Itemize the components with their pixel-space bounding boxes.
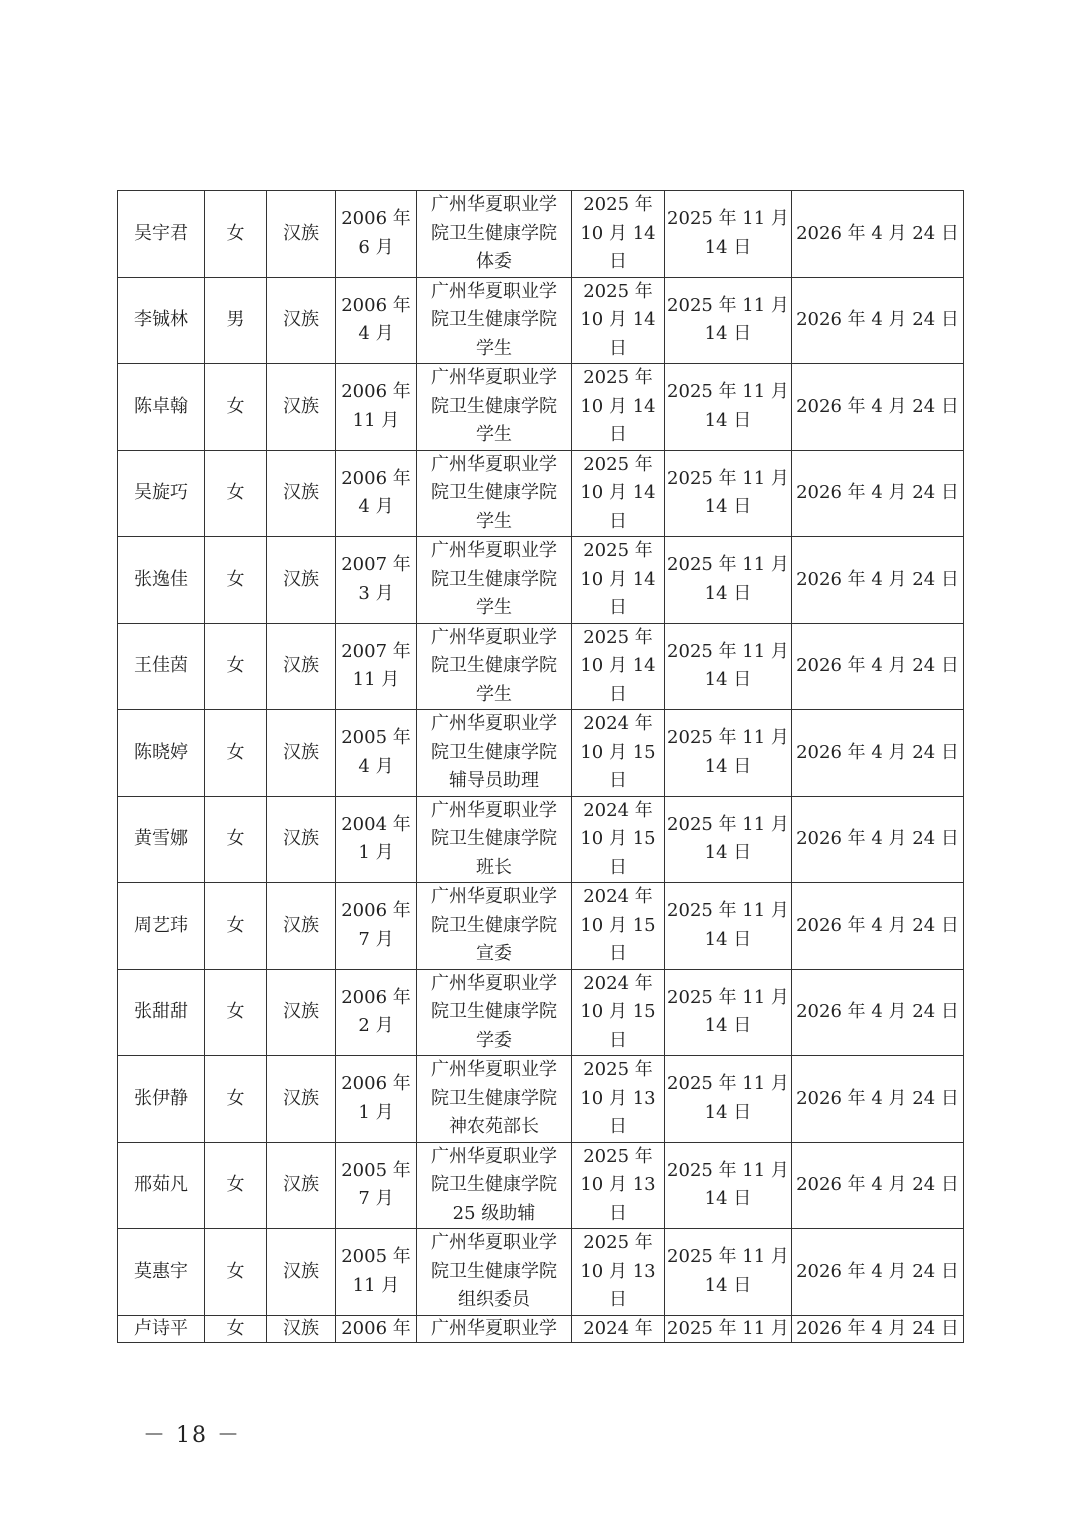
start-date-cell-line: 14 日 — [704, 1101, 752, 1123]
join-date-cell-line: 10 月 13 — [580, 1260, 656, 1282]
ethnicity-cell: 汉族 — [267, 1142, 336, 1229]
start-date-cell — [665, 277, 792, 364]
position-cell-line: 学生 — [476, 510, 512, 532]
join-date-cell — [572, 623, 665, 710]
position-cell — [417, 1142, 572, 1229]
start-date-cell-line: 14 日 — [704, 496, 752, 518]
position-cell — [417, 277, 572, 364]
position-cell-line: 院卫生健康学院 — [431, 482, 557, 503]
join-date-cell — [572, 796, 665, 883]
join-date-cell-line: 10 月 14 — [580, 309, 656, 330]
join-date-cell-line: 10 月 13 — [580, 1087, 656, 1109]
name-cell: 莫惠宇 — [118, 1229, 205, 1316]
ethnicity-cell: 汉族 — [267, 623, 336, 710]
start-date-cell — [665, 1142, 792, 1229]
position-cell-line: 组织委员 — [458, 1289, 530, 1310]
join-date-cell-line: 日 — [609, 1116, 627, 1137]
table-row — [118, 883, 964, 970]
birth-date-cell — [336, 1229, 417, 1316]
position-cell-line: 院卫生健康学院 — [431, 395, 557, 417]
join-date-cell — [572, 710, 665, 797]
name-cell: 张甜甜 — [118, 969, 205, 1056]
table-row — [118, 364, 964, 451]
join-date-cell — [572, 364, 665, 451]
name-cell: 吴旋巧 — [118, 450, 205, 537]
table-row — [118, 1229, 964, 1316]
position-cell-line: 辅导员助理 — [449, 770, 539, 791]
position-cell-line: 院卫生健康学院 — [431, 741, 557, 763]
position-cell — [417, 796, 572, 883]
birth-date-cell-line: 7 月 — [358, 928, 394, 950]
position-cell-line: 广州华夏职业学 — [431, 1059, 557, 1080]
birth-date-cell-line: 2007 年 — [341, 554, 411, 576]
table-row — [118, 191, 964, 278]
end-date-cell: 2026 年 4 月 24 日 — [792, 277, 964, 364]
birth-date-cell-line: 2005 年 — [341, 1246, 411, 1268]
start-date-cell — [665, 450, 792, 537]
name-cell: 李铖林 — [118, 277, 205, 364]
position-cell-line: 体委 — [476, 251, 512, 272]
position-cell-line: 广州华夏职业学 — [431, 626, 557, 648]
table-row — [118, 537, 964, 624]
join-date-cell-line: 2025 年 — [583, 1059, 653, 1080]
birth-date-cell-line: 4 月 — [358, 755, 394, 777]
position-cell-line: 广州华夏职业学 — [431, 1232, 557, 1253]
join-date-cell-line: 10 月 15 — [580, 828, 656, 849]
page-number: － 18 － — [143, 1423, 241, 1448]
start-date-cell — [665, 364, 792, 451]
join-date-cell-line: 10 月 14 — [580, 222, 656, 244]
join-date-cell — [572, 450, 665, 537]
birth-date-cell-line: 2006 年 — [341, 208, 411, 230]
position-cell-line: 院卫生健康学院 — [431, 914, 557, 936]
ethnicity-cell: 汉族 — [267, 1229, 336, 1316]
join-date-cell — [572, 969, 665, 1056]
gender-cell: 女 — [205, 191, 267, 278]
position-cell-line: 学生 — [476, 597, 512, 618]
position-cell-line: 广州华夏职业学 — [431, 280, 557, 302]
position-cell: 广州华夏职业学 — [417, 1315, 572, 1342]
ethnicity-cell: 汉族 — [267, 1315, 336, 1342]
gender-cell: 男 — [205, 277, 267, 364]
start-date-cell-line: 2025 年 11 月 — [667, 813, 789, 835]
join-date-cell-line: 日 — [609, 856, 627, 878]
start-date-cell-line: 14 日 — [704, 669, 752, 691]
start-date-cell-line: 2025 年 11 月 — [667, 986, 789, 1008]
join-date-cell-line: 10 月 14 — [580, 482, 656, 503]
ethnicity-cell: 汉族 — [267, 796, 336, 883]
position-cell — [417, 710, 572, 797]
end-date-cell: 2026 年 4 月 24 日 — [792, 796, 964, 883]
name-cell: 吴宇君 — [118, 191, 205, 278]
join-date-cell-line: 10 月 14 — [580, 568, 656, 590]
position-cell — [417, 537, 572, 624]
join-date-cell-line: 2024 年 — [583, 799, 653, 821]
name-cell: 张逸佳 — [118, 537, 205, 624]
end-date-cell: 2026 年 4 月 24 日 — [792, 1142, 964, 1229]
end-date-cell: 2026 年 4 月 24 日 — [792, 1056, 964, 1143]
join-date-cell-line: 2025 年 — [583, 367, 653, 388]
personnel-table — [117, 190, 964, 1343]
birth-date-cell — [336, 883, 417, 970]
position-cell — [417, 1056, 572, 1143]
end-date-cell: 2026 年 4 月 24 日 — [792, 623, 964, 710]
birth-date-cell — [336, 450, 417, 537]
gender-cell: 女 — [205, 969, 267, 1056]
end-date-cell: 2026 年 4 月 24 日 — [792, 537, 964, 624]
birth-date-cell-line: 2006 年 — [341, 986, 411, 1008]
birth-date-cell — [336, 191, 417, 278]
start-date-cell-line: 14 日 — [704, 755, 752, 777]
ethnicity-cell: 汉族 — [267, 1056, 336, 1143]
gender-cell: 女 — [205, 450, 267, 537]
end-date-cell: 2026 年 4 月 24 日 — [792, 710, 964, 797]
ethnicity-cell: 汉族 — [267, 364, 336, 451]
position-cell-line: 广州华夏职业学 — [431, 540, 557, 561]
gender-cell: 女 — [205, 537, 267, 624]
position-cell — [417, 1229, 572, 1316]
start-date-cell-line: 2025 年 11 月 — [667, 1246, 789, 1268]
end-date-cell: 2026 年 4 月 24 日 — [792, 1229, 964, 1316]
start-date-cell — [665, 883, 792, 970]
birth-date-cell-line: 11 月 — [352, 409, 400, 431]
name-cell: 周艺玮 — [118, 883, 205, 970]
birth-date-cell — [336, 1142, 417, 1229]
join-date-cell-line: 10 月 14 — [580, 655, 656, 676]
ethnicity-cell: 汉族 — [267, 450, 336, 537]
table-row — [118, 1315, 964, 1342]
birth-date-cell-line: 2006 年 — [341, 1073, 411, 1095]
ethnicity-cell: 汉族 — [267, 537, 336, 624]
start-date-cell-line: 14 日 — [704, 1188, 752, 1210]
gender-cell: 女 — [205, 796, 267, 883]
position-cell — [417, 364, 572, 451]
join-date-cell-line: 10 月 15 — [580, 914, 656, 936]
end-date-cell: 2026 年 4 月 24 日 — [792, 883, 964, 970]
birth-date-cell — [336, 277, 417, 364]
position-cell-line: 院卫生健康学院 — [431, 1260, 557, 1282]
position-cell-line: 广州华夏职业学 — [431, 194, 557, 215]
gender-cell: 女 — [205, 364, 267, 451]
birth-date-cell — [336, 364, 417, 451]
join-date-cell-line: 日 — [609, 943, 627, 964]
position-cell-line: 广州华夏职业学 — [431, 886, 557, 907]
birth-date-cell — [336, 710, 417, 797]
birth-date-cell: 2006 年 — [336, 1315, 417, 1342]
birth-date-cell-line: 4 月 — [358, 323, 394, 345]
position-cell-line: 院卫生健康学院 — [431, 828, 557, 849]
position-cell-line: 25 级助辅 — [452, 1202, 536, 1224]
position-cell-line: 院卫生健康学院 — [431, 1087, 557, 1109]
join-date-cell — [572, 883, 665, 970]
birth-date-cell-line: 11 月 — [352, 669, 400, 691]
start-date-cell — [665, 1229, 792, 1316]
birth-date-cell — [336, 1056, 417, 1143]
position-cell-line: 广州华夏职业学 — [431, 367, 557, 388]
start-date-cell-line: 14 日 — [704, 582, 752, 604]
start-date-cell-line: 14 日 — [704, 409, 752, 431]
birth-date-cell-line: 3 月 — [358, 582, 394, 604]
position-cell-line: 广州华夏职业学 — [431, 713, 557, 734]
birth-date-cell-line: 2006 年 — [341, 900, 411, 922]
start-date-cell-line: 2025 年 11 月 — [667, 1159, 789, 1181]
ethnicity-cell: 汉族 — [267, 277, 336, 364]
end-date-cell: 2026 年 4 月 24 日 — [792, 364, 964, 451]
table-row — [118, 623, 964, 710]
table-row — [118, 796, 964, 883]
birth-date-cell — [336, 969, 417, 1056]
table-row — [118, 277, 964, 364]
join-date-cell — [572, 191, 665, 278]
position-cell-line: 院卫生健康学院 — [431, 655, 557, 676]
ethnicity-cell: 汉族 — [267, 883, 336, 970]
join-date-cell-line: 日 — [609, 337, 627, 359]
name-cell: 张伊静 — [118, 1056, 205, 1143]
gender-cell: 女 — [205, 623, 267, 710]
start-date-cell — [665, 191, 792, 278]
start-date-cell — [665, 623, 792, 710]
start-date-cell — [665, 796, 792, 883]
position-cell — [417, 450, 572, 537]
join-date-cell-line: 2025 年 — [583, 453, 653, 475]
birth-date-cell-line: 2007 年 — [341, 640, 411, 662]
start-date-cell-line: 2025 年 11 月 — [667, 554, 789, 576]
end-date-cell: 2026 年 4 月 24 日 — [792, 450, 964, 537]
name-cell: 王佳茵 — [118, 623, 205, 710]
position-cell-line: 院卫生健康学院 — [431, 568, 557, 590]
position-cell-line: 广州华夏职业学 — [431, 972, 557, 994]
start-date-cell-line: 2025 年 11 月 — [667, 727, 789, 749]
birth-date-cell-line: 2006 年 — [341, 381, 411, 403]
birth-date-cell — [336, 623, 417, 710]
start-date-cell-line: 14 日 — [704, 236, 752, 258]
birth-date-cell — [336, 537, 417, 624]
table-row — [118, 1056, 964, 1143]
position-cell-line: 院卫生健康学院 — [431, 309, 557, 330]
position-cell-line: 神农苑部长 — [449, 1116, 539, 1137]
birth-date-cell-line: 2005 年 — [341, 727, 411, 749]
position-cell-line: 院卫生健康学院 — [431, 1174, 557, 1195]
birth-date-cell-line: 2006 年 — [341, 294, 411, 316]
table-row — [118, 710, 964, 797]
join-date-cell-line: 10 月 13 — [580, 1174, 656, 1195]
join-date-cell-line: 10 月 14 — [580, 395, 656, 417]
position-cell-line: 学生 — [476, 337, 512, 359]
start-date-cell-line: 2025 年 11 月 — [667, 640, 789, 662]
start-date-cell-line: 2025 年 11 月 — [667, 208, 789, 230]
start-date-cell — [665, 1056, 792, 1143]
name-cell: 陈卓翰 — [118, 364, 205, 451]
join-date-cell-line: 2025 年 — [583, 194, 653, 215]
birth-date-cell — [336, 796, 417, 883]
start-date-cell — [665, 537, 792, 624]
table-row — [118, 969, 964, 1056]
join-date-cell-line: 10 月 15 — [580, 1001, 656, 1022]
join-date-cell — [572, 537, 665, 624]
start-date-cell-line: 14 日 — [704, 1274, 752, 1296]
position-cell — [417, 623, 572, 710]
position-cell-line: 广州华夏职业学 — [431, 453, 557, 475]
join-date-cell-line: 2025 年 — [583, 1232, 653, 1253]
position-cell — [417, 191, 572, 278]
join-date-cell-line: 日 — [609, 770, 627, 791]
join-date-cell-line: 日 — [609, 1289, 627, 1310]
join-date-cell-line: 日 — [609, 424, 627, 445]
join-date-cell — [572, 1056, 665, 1143]
join-date-cell-line: 2024 年 — [583, 713, 653, 734]
birth-date-cell-line: 2006 年 — [341, 467, 411, 489]
join-date-cell-line: 2025 年 — [583, 540, 653, 561]
birth-date-cell-line: 11 月 — [352, 1274, 400, 1296]
ethnicity-cell: 汉族 — [267, 710, 336, 797]
ethnicity-cell: 汉族 — [267, 969, 336, 1056]
position-cell-line: 广州华夏职业学 — [431, 1145, 557, 1167]
start-date-cell-line: 14 日 — [704, 323, 752, 345]
gender-cell: 女 — [205, 1315, 267, 1342]
name-cell: 卢诗平 — [118, 1315, 205, 1342]
birth-date-cell-line: 4 月 — [358, 496, 394, 518]
join-date-cell-line: 日 — [609, 683, 627, 705]
birth-date-cell-line: 6 月 — [358, 236, 394, 258]
join-date-cell-line: 2025 年 — [583, 626, 653, 648]
join-date-cell-line: 2025 年 — [583, 280, 653, 302]
join-date-cell-line: 日 — [609, 1202, 627, 1224]
gender-cell: 女 — [205, 1056, 267, 1143]
gender-cell: 女 — [205, 710, 267, 797]
position-cell-line: 班长 — [476, 856, 512, 878]
join-date-cell-line: 日 — [609, 597, 627, 618]
start-date-cell: 2025 年 11 月 — [665, 1315, 792, 1342]
start-date-cell-line: 14 日 — [704, 928, 752, 950]
start-date-cell-line: 2025 年 11 月 — [667, 381, 789, 403]
start-date-cell-line: 14 日 — [704, 842, 752, 864]
position-cell-line: 院卫生健康学院 — [431, 1001, 557, 1022]
end-date-cell: 2026 年 4 月 24 日 — [792, 191, 964, 278]
start-date-cell-line: 2025 年 11 月 — [667, 900, 789, 922]
start-date-cell — [665, 710, 792, 797]
name-cell: 邢茹凡 — [118, 1142, 205, 1229]
start-date-cell-line: 2025 年 11 月 — [667, 1073, 789, 1095]
table-row — [118, 450, 964, 537]
join-date-cell-line: 10 月 15 — [580, 741, 656, 763]
birth-date-cell-line: 2005 年 — [341, 1159, 411, 1181]
position-cell — [417, 969, 572, 1056]
position-cell — [417, 883, 572, 970]
gender-cell: 女 — [205, 883, 267, 970]
start-date-cell-line: 2025 年 11 月 — [667, 294, 789, 316]
end-date-cell: 2026 年 4 月 24 日 — [792, 969, 964, 1056]
join-date-cell-line: 2024 年 — [583, 972, 653, 994]
position-cell-line: 宣委 — [476, 943, 512, 964]
name-cell: 黄雪娜 — [118, 796, 205, 883]
position-cell-line: 学生 — [476, 683, 512, 705]
position-cell-line: 广州华夏职业学 — [431, 799, 557, 821]
join-date-cell-line: 日 — [609, 510, 627, 532]
birth-date-cell-line: 1 月 — [358, 842, 394, 864]
birth-date-cell-line: 2 月 — [358, 1015, 394, 1037]
table-row — [118, 1142, 964, 1229]
gender-cell: 女 — [205, 1229, 267, 1316]
position-cell-line: 学委 — [476, 1029, 512, 1051]
join-date-cell: 2024 年 — [572, 1315, 665, 1342]
start-date-cell-line: 2025 年 11 月 — [667, 467, 789, 489]
start-date-cell-line: 14 日 — [704, 1015, 752, 1037]
join-date-cell-line: 2025 年 — [583, 1145, 653, 1167]
ethnicity-cell: 汉族 — [267, 191, 336, 278]
join-date-cell-line: 日 — [609, 251, 627, 272]
position-cell-line: 学生 — [476, 424, 512, 445]
join-date-cell-line: 2024 年 — [583, 886, 653, 907]
birth-date-cell-line: 2004 年 — [341, 813, 411, 835]
end-date-cell: 2026 年 4 月 24 日 — [792, 1315, 964, 1342]
join-date-cell — [572, 277, 665, 364]
join-date-cell-line: 日 — [609, 1029, 627, 1051]
start-date-cell — [665, 969, 792, 1056]
name-cell: 陈晓婷 — [118, 710, 205, 797]
join-date-cell — [572, 1229, 665, 1316]
table-body — [118, 191, 964, 1343]
gender-cell: 女 — [205, 1142, 267, 1229]
birth-date-cell-line: 7 月 — [358, 1188, 394, 1210]
birth-date-cell-line: 1 月 — [358, 1101, 394, 1123]
position-cell-line: 院卫生健康学院 — [431, 222, 557, 244]
join-date-cell — [572, 1142, 665, 1229]
